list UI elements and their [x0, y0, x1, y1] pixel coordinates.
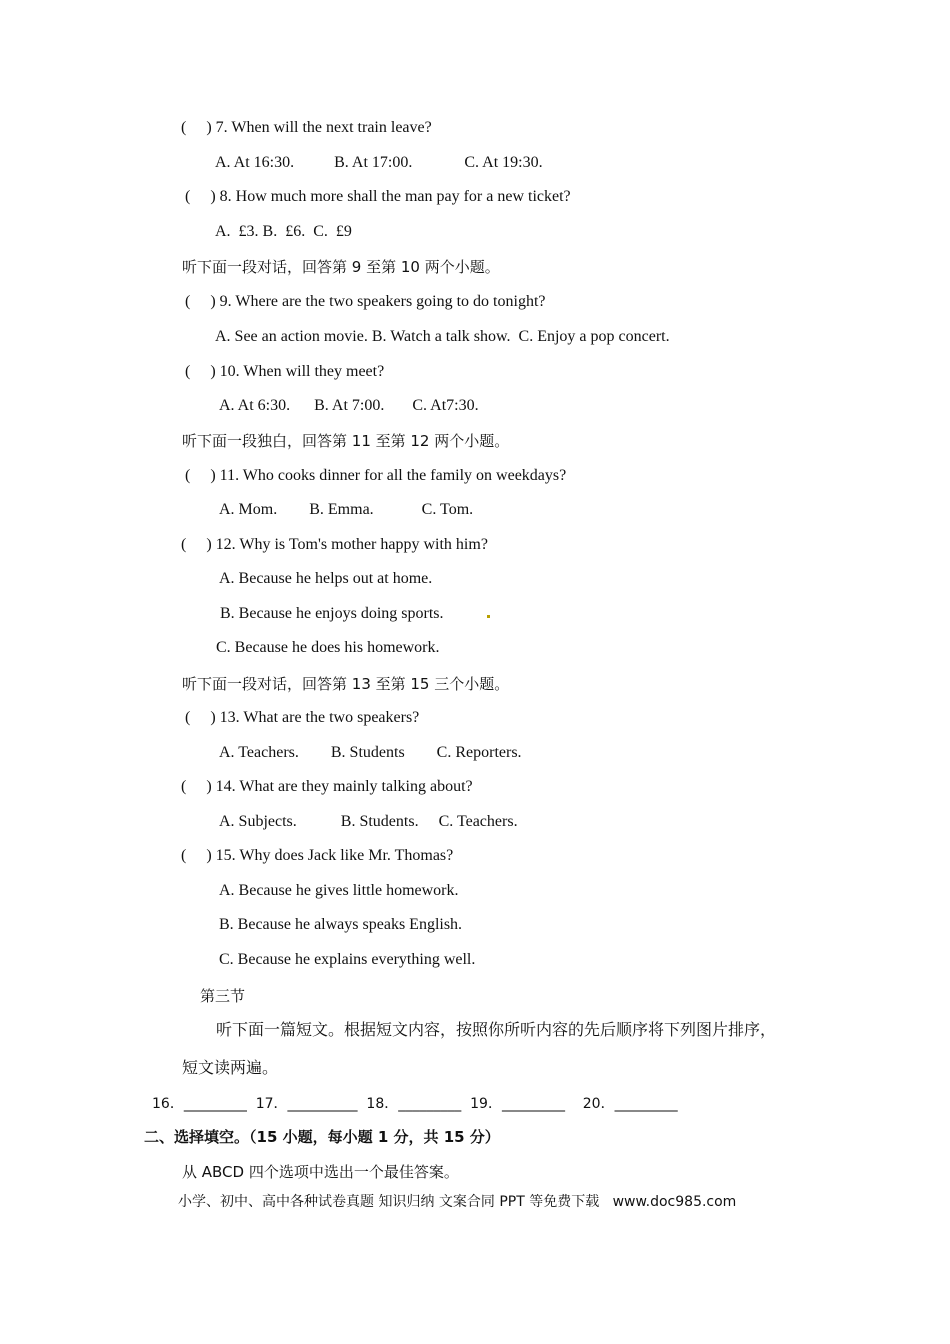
footer-watermark: 小学、初中、高中各种试卷真题 知识归纳 文案合同 PPT 等免费下载 www.doc985.com: [178, 1194, 737, 1210]
answer-blanks: 16．_________ 17．__________ 18．_________ 19．_________ 20．_________: [152, 1096, 678, 1112]
q7: ( ) 7. When will the next train leave?: [181, 119, 432, 136]
q13: ( ) 13. What are the two speakers?: [185, 709, 420, 726]
q8: ( ) 8. How much more shall the man pay for a new ticket?: [185, 188, 571, 205]
section-heading-11-12: 听下面一段独白，回答第 11 至第 12 两个小题。: [182, 432, 510, 450]
q12-option-b: B. Because he enjoys doing sports.: [220, 605, 444, 622]
q9: ( ) 9. Where are the two speakers going to do tonight?: [185, 293, 546, 310]
q12-option-c: C. Because he does his homework.: [216, 639, 440, 656]
q11-options: A. Mom. B. Emma. C. Tom.: [219, 501, 474, 518]
q8-options: A. £3. B. £6. C. £9: [215, 223, 352, 240]
q15-option-a: A. Because he gives little homework.: [219, 882, 459, 899]
section-heading-13-15: 听下面一段对话，回答第 13 至第 15 三个小题。: [182, 675, 510, 693]
q15-option-b: B. Because he always speaks English.: [219, 916, 463, 933]
q14-options: A. Subjects. B. Students. C. Teachers.: [219, 813, 518, 830]
section2-title: 二、选择填空。（15 小题，每小题 1 分，共 15 分）: [144, 1128, 500, 1146]
section-heading-9-10: 听下面一段对话，回答第 9 至第 10 两个小题。: [182, 258, 500, 276]
part3-title: 第三节: [200, 987, 246, 1005]
q15-option-c: C. Because he explains everything well.: [219, 951, 476, 968]
part3-instructions-line1: 听下面一篇短文。根据短文内容，按照你所听内容的先后顺序将下列图片排序，: [216, 1020, 777, 1039]
q13-options: A. Teachers. B. Students C. Reporters.: [219, 744, 522, 761]
q11: ( ) 11. Who cooks dinner for all the family on weekdays?: [185, 467, 567, 484]
q10-options: A. At 6:30. B. At 7:00. C. At7:30.: [219, 397, 479, 414]
part3-instructions-line2: 短文读两遍。: [182, 1058, 279, 1077]
q9-options: A. See an action movie. B. Watch a talk show. C. Enjoy a pop concert.: [215, 328, 670, 345]
q12: ( ) 12. Why is Tom's mother happy with him?: [181, 536, 488, 553]
stray-dot: [487, 615, 490, 618]
q7-options: A. At 16:30. B. At 17:00. C. At 19:30.: [215, 154, 543, 171]
section2-instructions: 从 ABCD 四个选项中选出一个最佳答案。: [182, 1163, 459, 1181]
q14: ( ) 14. What are they mainly talking about?: [181, 778, 473, 795]
q12-option-a: A. Because he helps out at home.: [219, 570, 433, 587]
q10: ( ) 10. When will they meet?: [185, 363, 385, 380]
q15: ( ) 15. Why does Jack like Mr. Thomas?: [181, 847, 454, 864]
